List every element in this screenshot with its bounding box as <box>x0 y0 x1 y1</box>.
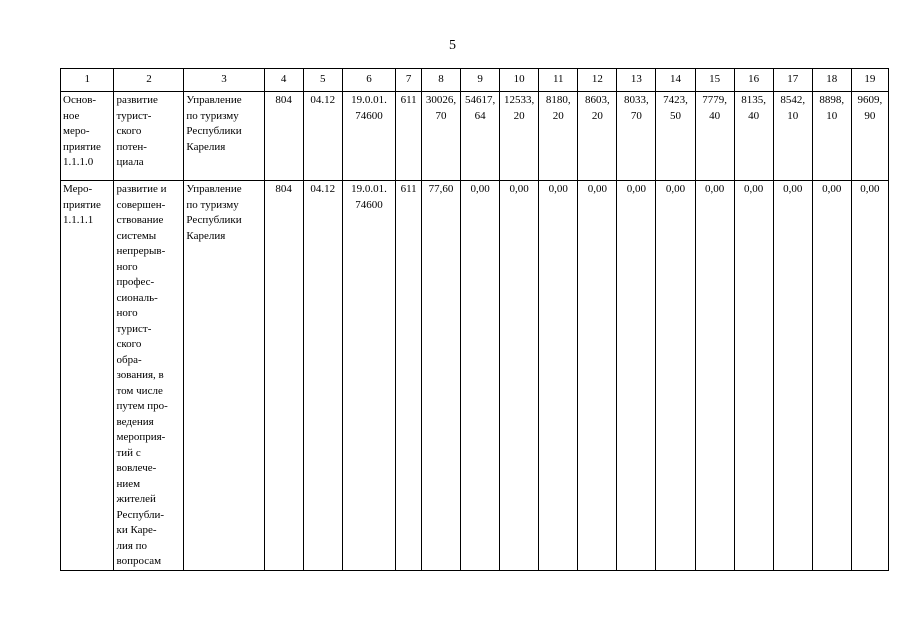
column-header: 13 <box>617 69 656 92</box>
csr-cell: 19.0.01. 74600 <box>342 92 395 181</box>
vr-cell: 611 <box>396 181 422 571</box>
rzpr-cell: 04.12 <box>303 92 342 181</box>
column-header: 15 <box>695 69 734 92</box>
value-cell: 8135, 40 <box>734 92 773 181</box>
column-header: 19 <box>851 69 888 92</box>
executor-cell: Управление по туризму Республики Карелия <box>184 92 264 181</box>
value-cell: 77,60 <box>421 181 460 571</box>
status-cell: Основ- ное меро- приятие 1.1.1.0 <box>61 92 114 181</box>
table-row-main-activity <box>61 92 889 181</box>
value-cell: 7423, 50 <box>656 92 695 181</box>
value-cell: 0,00 <box>734 181 773 571</box>
value-cell: 0,00 <box>812 181 851 571</box>
value-cell: 9609, 90 <box>851 92 888 181</box>
value-cell: 12533, 20 <box>500 92 539 181</box>
value-cell: 8180, 20 <box>539 92 578 181</box>
column-header: 1 <box>61 69 114 92</box>
column-header: 11 <box>539 69 578 92</box>
value-cell: 7779, 40 <box>695 92 734 181</box>
value-cell: 0,00 <box>500 181 539 571</box>
value-cell: 8033, 70 <box>617 92 656 181</box>
value-cell: 0,00 <box>617 181 656 571</box>
value-cell: 8898, 10 <box>812 92 851 181</box>
column-header: 18 <box>812 69 851 92</box>
vr-cell: 611 <box>396 92 422 181</box>
budget-table <box>60 68 889 571</box>
column-header: 12 <box>578 69 617 92</box>
grbs-cell: 804 <box>264 181 303 571</box>
status-cell: Меро- приятие 1.1.1.1 <box>61 181 114 571</box>
column-header: 3 <box>184 69 264 92</box>
activity-name-cell: развитие турист- ского потен- циала <box>114 92 184 181</box>
value-cell: 0,00 <box>461 181 500 571</box>
table-row-activity <box>61 181 889 571</box>
csr-cell: 19.0.01. 74600 <box>342 181 395 571</box>
page-number: 5 <box>449 38 456 53</box>
column-header: 10 <box>500 69 539 92</box>
value-cell: 8542, 10 <box>773 92 812 181</box>
column-header: 8 <box>421 69 460 92</box>
column-header: 14 <box>656 69 695 92</box>
activity-name-cell: развитие и совершен- ствование системы непрерыв- ного профес- сиональ- ного турист- ского обра- зования, в том числе путем про- ведения мероприя- тий с вовлече- нием жителей Республи- ки Каре- лия по вопросам <box>114 181 184 571</box>
value-cell: 0,00 <box>773 181 812 571</box>
column-header: 2 <box>114 69 184 92</box>
value-cell: 0,00 <box>656 181 695 571</box>
column-header: 6 <box>342 69 395 92</box>
column-header: 17 <box>773 69 812 92</box>
value-cell: 8603, 20 <box>578 92 617 181</box>
table-header-row <box>61 69 889 92</box>
column-header: 16 <box>734 69 773 92</box>
value-cell: 0,00 <box>695 181 734 571</box>
grbs-cell: 804 <box>264 92 303 181</box>
value-cell: 30026, 70 <box>421 92 460 181</box>
value-cell: 0,00 <box>539 181 578 571</box>
column-header: 5 <box>303 69 342 92</box>
column-header: 7 <box>396 69 422 92</box>
value-cell: 0,00 <box>578 181 617 571</box>
value-cell: 54617, 64 <box>461 92 500 181</box>
executor-cell: Управление по туризму Республики Карелия <box>184 181 264 571</box>
rzpr-cell: 04.12 <box>303 181 342 571</box>
value-cell: 0,00 <box>851 181 888 571</box>
column-header: 9 <box>461 69 500 92</box>
column-header: 4 <box>264 69 303 92</box>
